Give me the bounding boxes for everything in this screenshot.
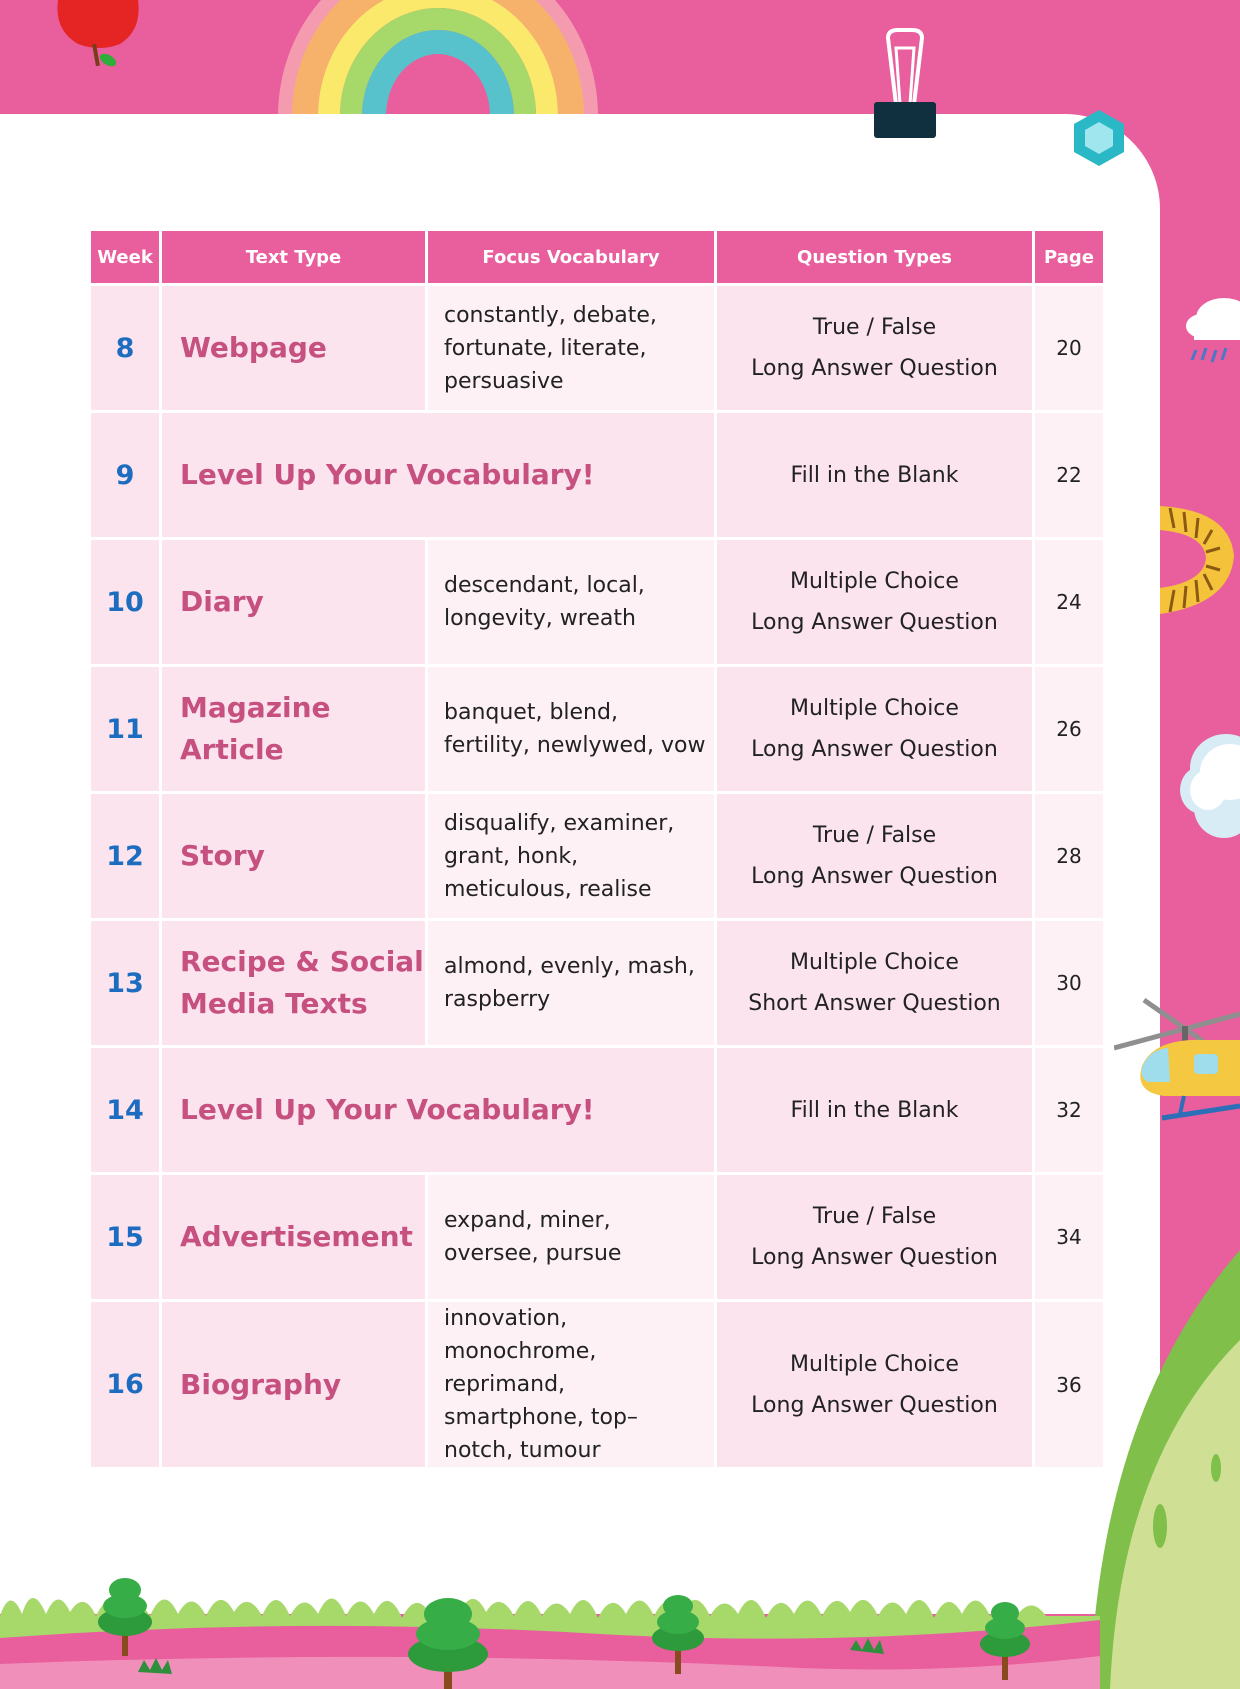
question-type: Long Answer Question — [751, 864, 998, 889]
cloud-icon — [1176, 728, 1240, 844]
page-number: 34 — [1034, 1174, 1105, 1301]
vocabulary-list: innovation, monochrome, reprimand, smartphone, top–notch, tumour — [444, 1306, 638, 1463]
question-type: Multiple Choice — [790, 696, 959, 721]
question-types — [716, 920, 1034, 1047]
table-row — [90, 1047, 1105, 1174]
week-number: 12 — [90, 793, 161, 920]
table-row — [90, 285, 1105, 412]
question-types — [716, 666, 1034, 793]
question-type: Long Answer Question — [751, 737, 998, 762]
week-number: 11 — [90, 666, 161, 793]
week-number: 10 — [90, 539, 161, 666]
tree-icon — [980, 1602, 1030, 1680]
focus-vocabulary — [427, 1301, 716, 1469]
question-type: Short Answer Question — [748, 991, 1001, 1016]
table-row — [90, 539, 1105, 666]
question-types — [716, 1301, 1034, 1469]
question-type: Long Answer Question — [751, 1392, 998, 1418]
page-header: Page — [1034, 230, 1105, 285]
striped-ring-icon — [1160, 500, 1240, 620]
question-type: Fill in the Blank — [790, 1097, 959, 1123]
table-row — [90, 666, 1105, 793]
table-row — [90, 793, 1105, 920]
question-type: Multiple Choice — [790, 569, 959, 594]
rain-cloud-icon — [1184, 284, 1240, 364]
grass-icon — [0, 1556, 1100, 1689]
text-type-header: Text Type — [161, 230, 427, 285]
question-types — [716, 285, 1034, 412]
question-type: True / False — [812, 823, 937, 848]
focus-vocabulary — [427, 793, 716, 920]
text-type: Diary — [161, 539, 427, 666]
question-type: Multiple Choice — [790, 950, 959, 975]
vocabulary-list: banquet, blend, fertility, newlywed, vow — [444, 700, 706, 758]
page-number: 36 — [1034, 1301, 1105, 1469]
question-types — [716, 1047, 1034, 1174]
page-number: 32 — [1034, 1047, 1105, 1174]
header-row — [90, 230, 1105, 285]
text-type: Story — [161, 793, 427, 920]
question-type: Long Answer Question — [751, 610, 998, 635]
focus-vocabulary — [427, 1174, 716, 1301]
table-row — [90, 1301, 1105, 1469]
page-number: 28 — [1034, 793, 1105, 920]
question-type: True / False — [812, 315, 937, 340]
week-header: Week — [90, 230, 161, 285]
focus-vocabulary — [427, 920, 716, 1047]
table-row — [90, 1174, 1105, 1301]
hill-icon — [1090, 1250, 1240, 1689]
rainbow-icon — [278, 0, 598, 116]
contents-table — [88, 228, 1106, 1470]
table-row — [90, 412, 1105, 539]
text-type: Advertisement — [161, 1174, 427, 1301]
text-type: Level Up Your Vocabulary! — [161, 1047, 716, 1174]
week-number: 16 — [90, 1301, 161, 1469]
week-number: 15 — [90, 1174, 161, 1301]
focus-vocabulary — [427, 539, 716, 666]
text-type: Biography — [161, 1301, 427, 1469]
page-number: 22 — [1034, 412, 1105, 539]
page-number: 24 — [1034, 539, 1105, 666]
question-type: True / False — [812, 1204, 937, 1229]
vocabulary-list: descendant, local, longevity, wreath — [444, 573, 645, 631]
focus-vocabulary-header: Focus Vocabulary — [427, 230, 716, 285]
text-type: Level Up Your Vocabulary! — [161, 412, 716, 539]
table-row — [90, 920, 1105, 1047]
apple-icon — [50, 0, 145, 72]
question-type: Fill in the Blank — [790, 462, 959, 488]
text-type: Recipe & Social Media Texts — [161, 920, 427, 1047]
vocabulary-list: disqualify, examiner, grant, honk, meticulous, realise — [444, 810, 675, 902]
vocabulary-list: expand, miner, oversee, pursue — [444, 1208, 622, 1266]
question-types-header: Question Types — [716, 230, 1034, 285]
binder-clip-icon — [874, 28, 936, 140]
question-types — [716, 539, 1034, 666]
question-types — [716, 1174, 1034, 1301]
vocabulary-list: almond, evenly, mash, raspberry — [444, 954, 695, 1012]
week-number: 9 — [90, 412, 161, 539]
week-number: 13 — [90, 920, 161, 1047]
tree-icon — [652, 1594, 704, 1674]
focus-vocabulary — [427, 285, 716, 412]
week-number: 8 — [90, 285, 161, 412]
week-number: 14 — [90, 1047, 161, 1174]
helicopter-icon — [1114, 996, 1240, 1128]
tree-icon — [408, 1598, 488, 1689]
vocabulary-list: constantly, debate, fortunate, literate, persuasive — [444, 302, 657, 394]
question-type: Long Answer Question — [751, 1245, 998, 1270]
page-number: 26 — [1034, 666, 1105, 793]
text-type: Webpage — [161, 285, 427, 412]
page-number: 20 — [1034, 285, 1105, 412]
question-type: Multiple Choice — [790, 1351, 959, 1377]
tree-icon — [98, 1576, 152, 1656]
focus-vocabulary — [427, 666, 716, 793]
question-type: Long Answer Question — [751, 356, 998, 381]
question-types — [716, 793, 1034, 920]
gem-icon — [1074, 110, 1124, 166]
text-type: Magazine Article — [161, 666, 427, 793]
question-types — [716, 412, 1034, 539]
page-number: 30 — [1034, 920, 1105, 1047]
